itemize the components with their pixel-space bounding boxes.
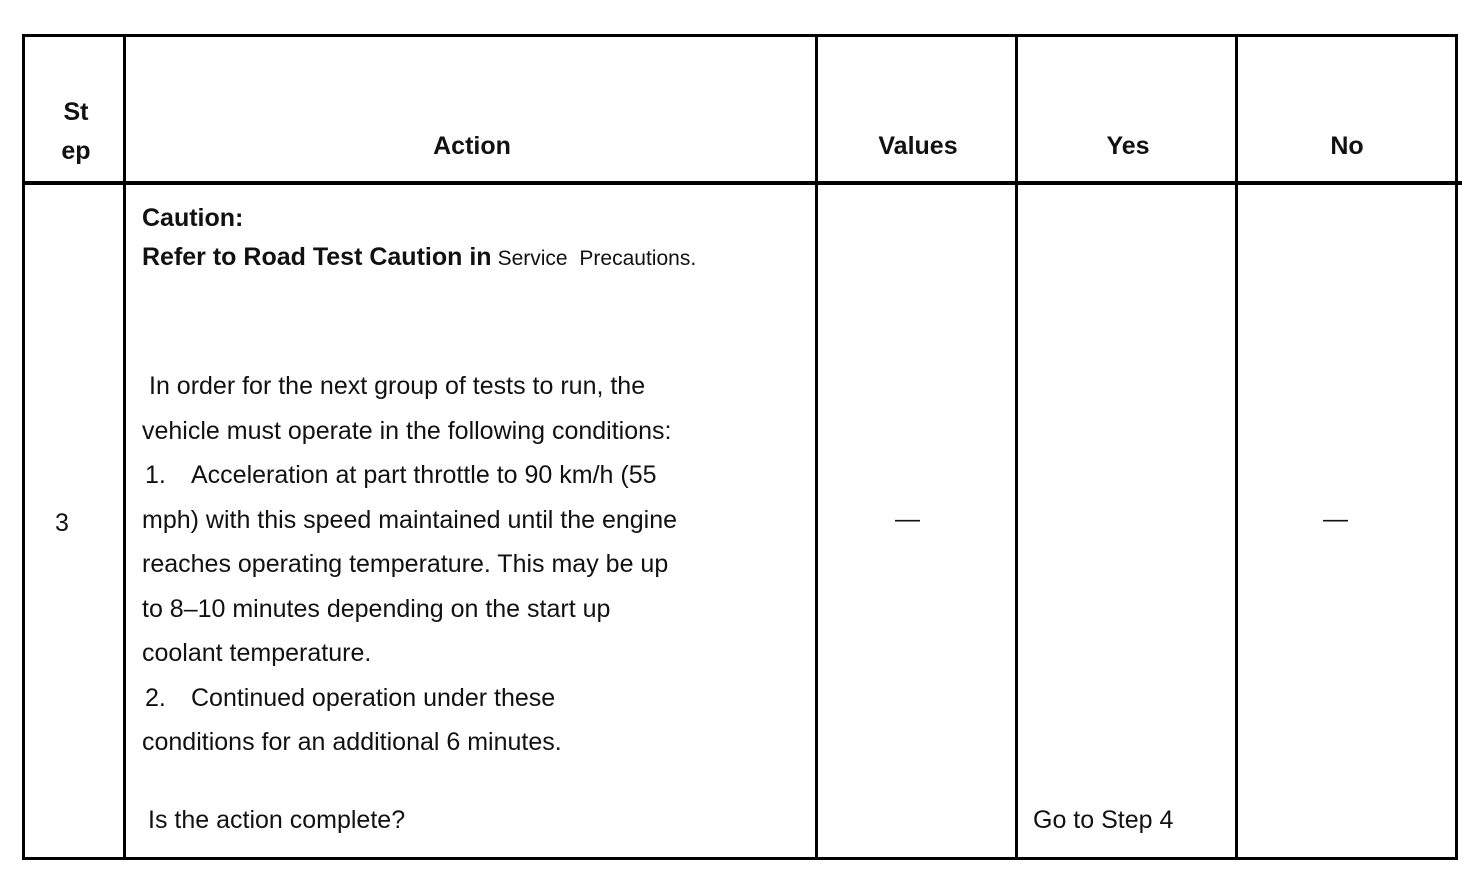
service-precautions-link[interactable]: Service Precautions. <box>497 247 697 270</box>
header-step-line1: St <box>63 98 89 126</box>
action-instructions <box>142 364 782 765</box>
item-1-line-5: coolant temperature. <box>142 639 372 667</box>
values-cell: — <box>895 505 920 533</box>
step-number: 3 <box>55 509 69 537</box>
header-step <box>28 93 124 171</box>
caution-title: Caution: <box>142 204 244 232</box>
item-2-line-2: conditions for an additional 6 minutes. <box>142 728 562 756</box>
header-step-line2: ep <box>61 137 91 165</box>
item-2-line-1: Continued operation under these <box>191 683 556 712</box>
header-yes: Yes <box>1106 132 1150 160</box>
no-cell: — <box>1323 505 1348 533</box>
intro-line-2: vehicle must operate in the following conditions: <box>142 416 672 445</box>
caution-text-bold: Refer to Road Test Caution in <box>142 243 492 271</box>
table-right-border <box>1455 34 1458 860</box>
completion-question: Is the action complete? <box>148 806 406 834</box>
intro-line-1: In order for the next group of tests to run, the <box>149 372 646 400</box>
header-action: Action <box>433 132 511 160</box>
item-1-line-2: mph) with this speed maintained until the engine <box>142 505 678 534</box>
header-values: Values <box>878 132 958 160</box>
caution-text <box>142 243 696 272</box>
header-no: No <box>1330 132 1364 160</box>
list-number-2: 2. <box>145 683 166 712</box>
list-number-1: 1. <box>145 461 166 489</box>
header-divider <box>22 181 1462 185</box>
yes-cell-goto-link[interactable]: Go to Step 4 <box>1033 806 1174 834</box>
item-1-line-1: Acceleration at part throttle to 90 km/h (55 <box>191 461 657 489</box>
item-1-line-4: to 8–10 minutes depending on the start up <box>142 594 611 623</box>
item-1-line-3: reaches operating temperature. This may be up <box>142 550 669 578</box>
